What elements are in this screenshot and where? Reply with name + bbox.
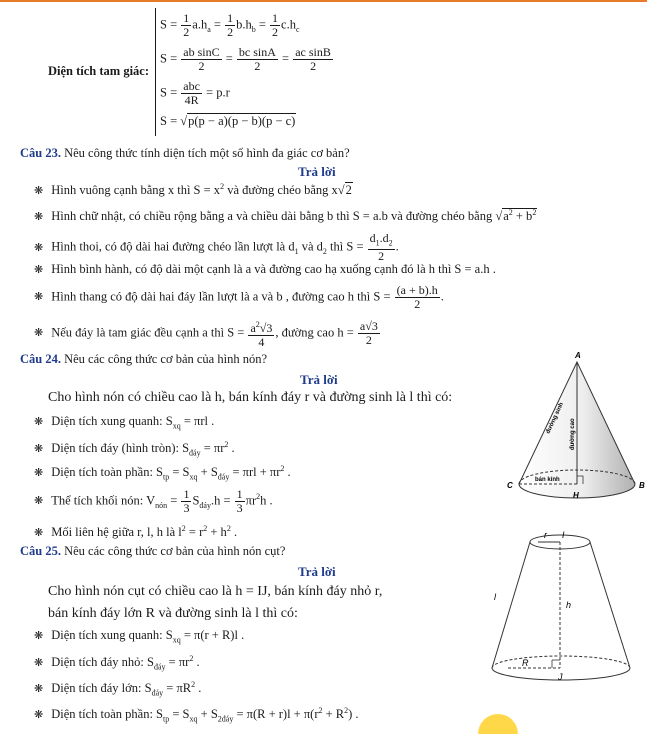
question-24-number: Câu 24. <box>20 352 61 366</box>
bullet-icon: ❋ <box>34 709 44 722</box>
frustum-left-side <box>492 542 530 668</box>
bullet-icon: ❋ <box>34 416 44 428</box>
bullet-icon: ❋ <box>34 527 44 540</box>
cone-slant-label: đường sinh <box>545 401 566 435</box>
q24-intro: Cho hình nón có chiều cao là h, bán kính đáy r và đường sinh là l thì có: <box>48 390 453 405</box>
triangle-label: Diện tích tam giác: <box>48 64 150 78</box>
frustum-l-label: l <box>494 592 496 602</box>
triangle-formula-4: S = √p(p − a)(p − b)(p − c) <box>160 114 296 128</box>
frustum-r-label: r <box>544 530 547 540</box>
q23-item-square: ❋ Hình vuông cạnh bằng x thì $S = x^2$ và đường chéo bằng x√2 <box>34 182 352 198</box>
question-23-text: Nêu công thức tính diện tích một số hình đa giác cơ bản? <box>64 146 350 160</box>
question-25 <box>20 544 285 559</box>
bullet-icon: ❋ <box>34 495 44 508</box>
q23-item-parallelogram: ❋ Hình bình hành, có độ dài một cạnh là a và đường cao hạ xuống cạnh đó là h thì S = a.h . <box>34 262 496 276</box>
triangle-formula-1: S = $\frac{1}{2}$ $a.h_a$ = $\frac{1}{2}$ $b.h_b$ = $\frac{1}{2}$ $c.h_c$ <box>160 11 300 39</box>
q23-item-equilateral: ❋ Nếu đáy là tam giác đều cạnh a thì S = $\frac{a^2√3}{4}$ , đường cao h = $\frac{a√3}{2}$ <box>34 319 378 349</box>
q24-item-base: ❋ Diện tích đáy (hình tròn): $S_{đáy} = \pi r^2$ . <box>34 440 235 458</box>
q24-item-volume: ❋ Thể tích khối nón: $V_{nón}$ = $\frac{1}{3}$ $S_{đáy}.h$ = $\frac{1}{3}$ $\pi r^2h$ . <box>34 487 273 515</box>
answer-24-heading: Trả lời <box>300 372 338 387</box>
frustum-right-side <box>590 542 630 668</box>
frustum-R-label: R <box>522 658 529 668</box>
cone-apex-label: A <box>575 351 581 360</box>
triangle-formula-3: S = $\frac{\text{abc}}{4R}$ = p.r <box>160 79 230 107</box>
header-rule <box>0 0 647 2</box>
q25-item-large-base: ❋ Diện tích đáy lớn: $S_{đáy} = \pi R^2$ . <box>34 680 202 698</box>
bullet-icon: ❋ <box>34 683 44 696</box>
question-24-text: Nêu các công thức cơ bản của hình nón? <box>64 352 267 366</box>
question-23 <box>20 146 350 161</box>
q25-item-lateral: ❋ Diện tích xung quanh: $S_{xq} = \pi(r + R)l$ . <box>34 628 245 645</box>
frustum-i-label: I <box>562 530 565 540</box>
bullet-icon: ❋ <box>34 241 44 254</box>
q24-item-total: ❋ Diện tích toàn phần: $S_{tp} = S_{xq} + S_{đáy} = \pi rl + \pi r^2$ . <box>34 464 291 482</box>
bullet-icon: ❋ <box>34 630 44 642</box>
bullet-icon: ❋ <box>34 211 44 224</box>
triangle-formula-2: S = $\frac{\text{ab sinC}}{2}$ = $\frac{\text{bc sinA}}{2}$ = $\frac{\text{ac sinB}}{2}$ <box>160 45 331 73</box>
cone-figure <box>505 350 647 510</box>
bullet-icon: ❋ <box>34 185 44 198</box>
question-25-number: Câu 25. <box>20 544 61 558</box>
bullet-icon: ❋ <box>34 443 44 456</box>
q24-item-lateral: ❋ Diện tích xung quanh: $S_{xq} = \pi rl$ . <box>34 414 215 431</box>
question-23-number: Câu 23. <box>20 146 61 160</box>
q25-item-small-base: ❋ Diện tích đáy nhỏ: $S_{đáy} = \pi r^2$ . <box>34 654 200 672</box>
q25-item-total: ❋ Diện tích toàn phần: $S_{tp} = S_{xq} + S_{2đáy} = \pi(R + r)l + \pi(r^2 + R^2)$ . <box>34 706 359 724</box>
answer-23-heading: Trả lời <box>298 164 336 179</box>
cone-left-label: C <box>507 481 513 490</box>
frustum-j-label: J <box>558 672 563 682</box>
q25-intro-line1: Cho hình nón cụt có chiều cao là h = IJ, bán kính đáy nhỏ r, <box>48 584 383 599</box>
question-24 <box>20 352 267 367</box>
bullet-icon: ❋ <box>34 264 44 276</box>
bullet-icon: ❋ <box>34 467 44 480</box>
frustum-base-back <box>492 656 630 668</box>
frustum-figure <box>478 528 644 698</box>
q23-item-trapezoid: ❋ Hình thang có độ dài hai đáy lần lượt là a và b , đường cao h thì S = $\frac{(a + b).h}{2}$ . <box>34 283 444 311</box>
decorative-badge <box>478 714 518 734</box>
q25-intro-line2: bán kính đáy lớn R và đường sinh là l thì có: <box>48 606 298 621</box>
answer-25-heading: Trả lời <box>298 564 336 579</box>
bullet-icon: ❋ <box>34 291 44 304</box>
bullet-icon: ❋ <box>34 327 44 340</box>
q23-item-rectangle: ❋ Hình chữ nhật, có chiều rộng bằng a và chiều dài bằng b thì S = a.b và đường chéo bằng $√a^2 + b^2$ <box>34 208 537 224</box>
q24-item-relation: ❋ Mối liên hệ giữa r, l, h là $l^2 = r^2 + h^2$ . <box>34 524 238 540</box>
cone-right-label: B <box>639 481 645 490</box>
q23-item-rhombus: ❋ Hình thoi, có độ dài hai đường chéo lần lượt là $d_1$ và $d_2$ thì S = $\frac{d_1.d_2}{2}$ . <box>34 231 399 264</box>
question-25-text: Nêu các công thức cơ bản của hình nón cụt? <box>64 544 286 558</box>
cone-height-label: đường cao <box>570 418 576 450</box>
cone-center-label: H <box>573 491 579 500</box>
cone-radius-label: bán kính <box>535 477 560 483</box>
bullet-icon: ❋ <box>34 657 44 670</box>
frustum-h-label: h <box>566 600 572 610</box>
